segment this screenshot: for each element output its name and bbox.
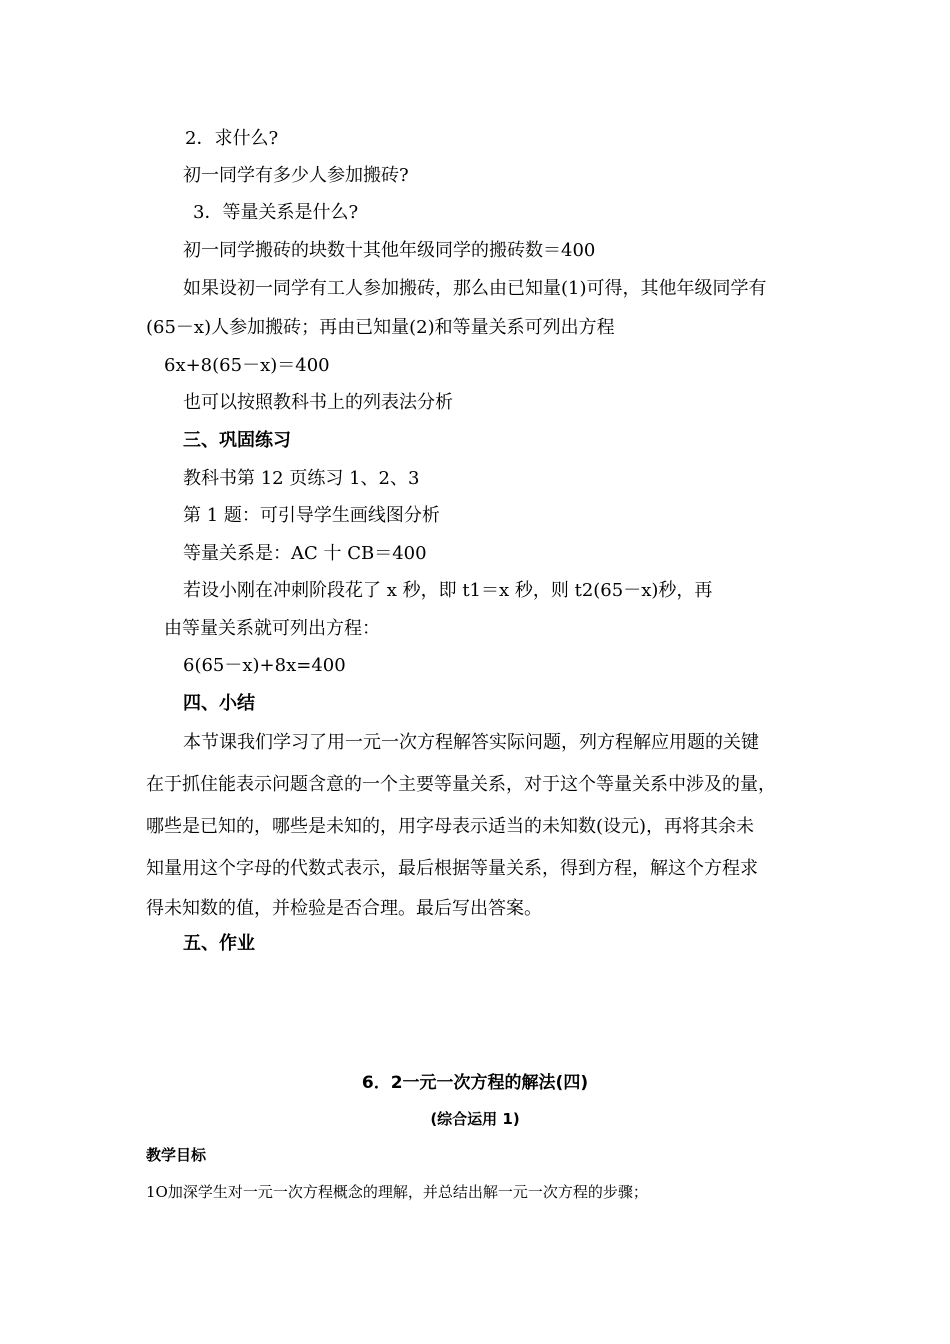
paragraph-line: 由等量关系就可列出方程： bbox=[164, 618, 380, 639]
paragraph-line: 等量关系是：AC 十 CB＝400 bbox=[183, 543, 427, 564]
section-heading: 三、巩固练习 bbox=[183, 430, 291, 451]
equation: 6(65－x)+8x=400 bbox=[183, 655, 346, 676]
paragraph-line: (65－x)人参加搬砖；再由已知量(2)和等量关系可列出方程 bbox=[146, 317, 615, 338]
goal-item: 1O加深学生对一元一次方程概念的理解，并总结出解一元一次方程的步骤； bbox=[146, 1183, 648, 1201]
paragraph-line: 得未知数的值，并检验是否合理。最后写出答案。 bbox=[146, 898, 542, 919]
goals-heading: 教学目标 bbox=[146, 1146, 207, 1164]
page-subtitle: (综合运用 1) bbox=[430, 1110, 520, 1128]
paragraph-line: 第 1 题：可引导学生画线图分析 bbox=[183, 505, 440, 526]
question-2: 2．求什么? bbox=[185, 128, 279, 149]
paragraph-line: 教科书第 12 页练习 1、2、3 bbox=[183, 468, 420, 489]
paragraph-line: 在于抓住能表示问题含意的一个主要等量关系，对于这个等量关系中涉及的量， bbox=[146, 774, 776, 795]
question-3: 3．等量关系是什么? bbox=[193, 202, 359, 223]
question-2-answer: 初一同学有多少人参加搬砖? bbox=[183, 165, 409, 186]
paragraph-line: 若设小刚在冲刺阶段花了 x 秒，即 t1＝x 秒，则 t2(65－x)秒，再 bbox=[183, 580, 713, 601]
paragraph-line: 也可以按照教科书上的列表法分析 bbox=[183, 392, 453, 413]
paragraph-line: 哪些是已知的，哪些是未知的，用字母表示适当的未知数(设元)，再将其余未 bbox=[146, 816, 755, 837]
page-title: 6．2一元一次方程的解法(四) bbox=[361, 1073, 589, 1093]
question-3-answer: 初一同学搬砖的块数十其他年级同学的搬砖数＝400 bbox=[183, 240, 596, 261]
section-heading: 四、小结 bbox=[183, 693, 255, 714]
paragraph-line: 知量用这个字母的代数式表示，最后根据等量关系，得到方程，解这个方程求 bbox=[146, 858, 758, 879]
paragraph-line: 本节课我们学习了用一元一次方程解答实际问题，列方程解应用题的关键 bbox=[183, 732, 759, 753]
equation: 6x+8(65－x)＝400 bbox=[164, 355, 330, 376]
paragraph-line: 如果设初一同学有工人参加搬砖，那么由已知量(1)可得，其他年级同学有 bbox=[183, 278, 767, 299]
section-heading: 五、作业 bbox=[183, 933, 255, 954]
